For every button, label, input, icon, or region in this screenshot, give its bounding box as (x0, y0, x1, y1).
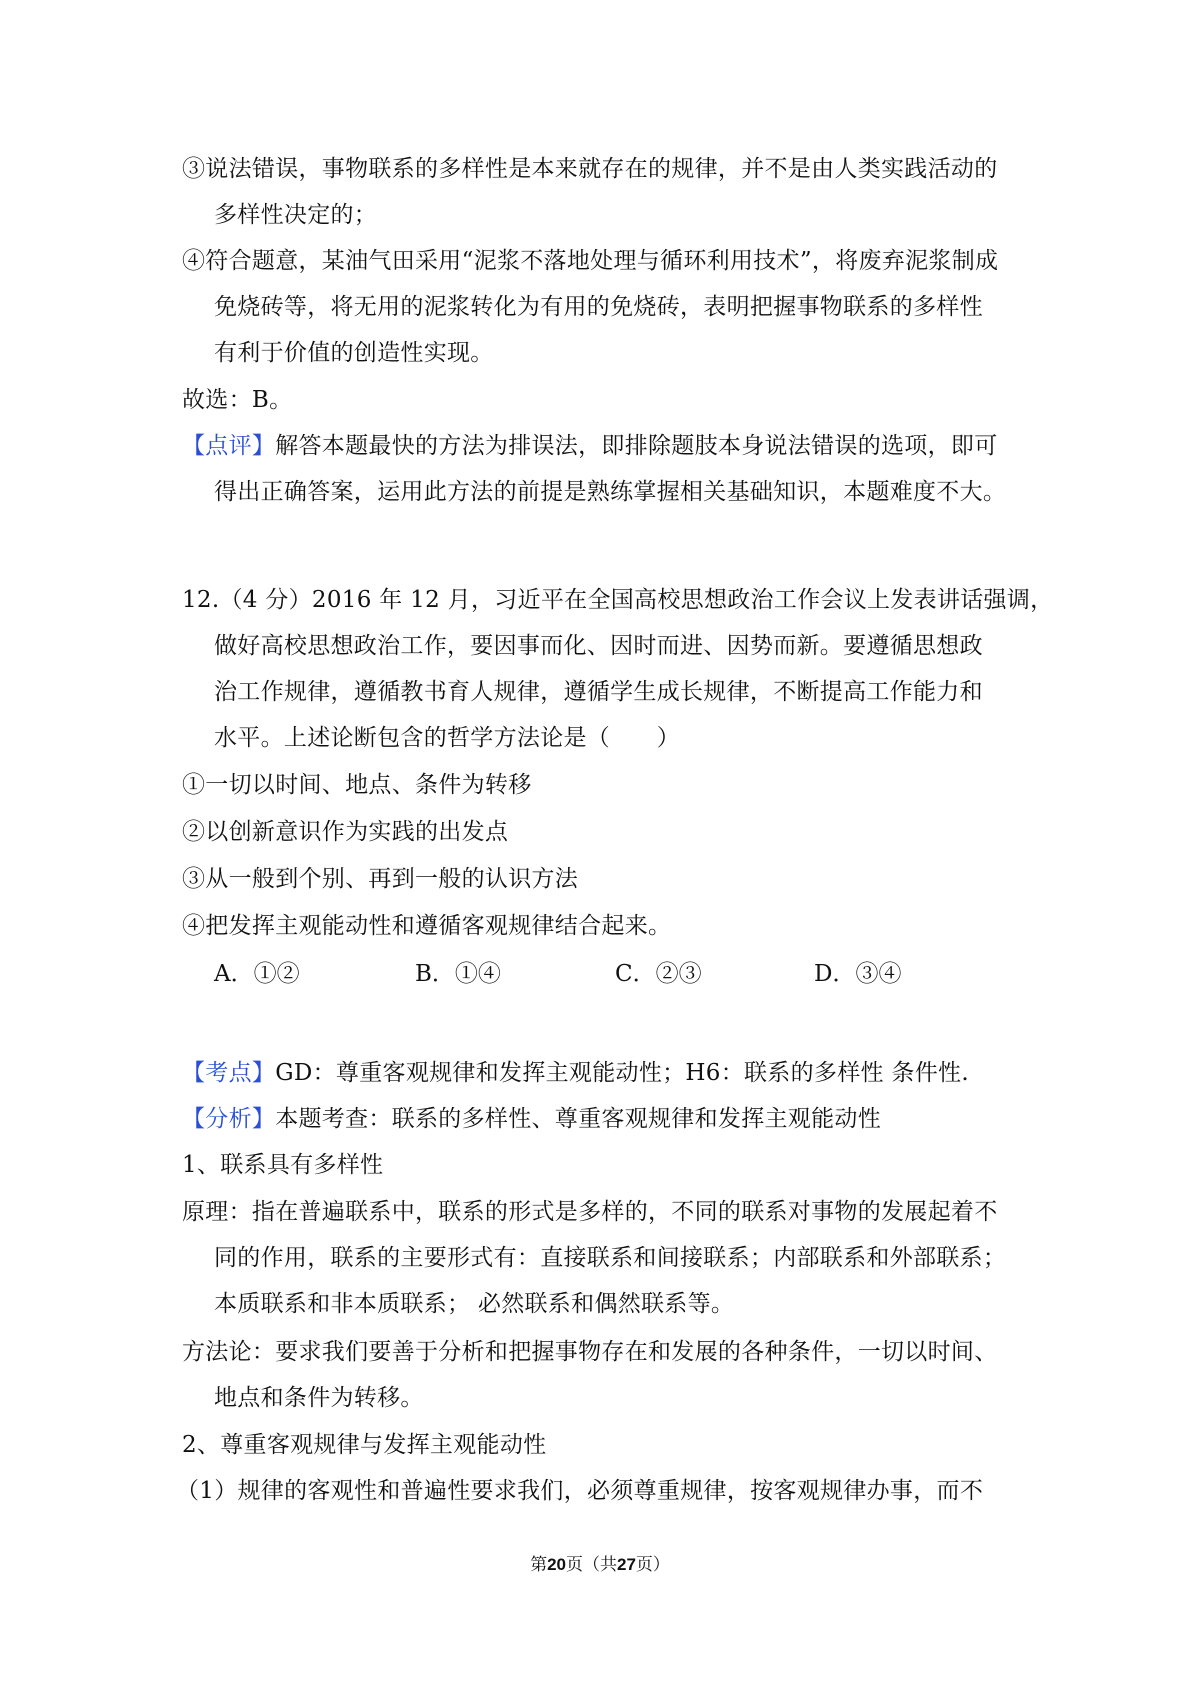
q12-fenxi (182, 1102, 881, 1136)
q12-methodology-line1: 方法论：要求我们要善于分析和把握事物存在和发展的各种条件，一切以时间、 (182, 1339, 998, 1365)
comment-text: 解答本题最快的方法为排误法，即排除题肢本身说法错误的选项，即可 (275, 433, 998, 459)
footer-suffix: 页） (635, 1555, 670, 1575)
q12-principle-line3: 本质联系和非本质联系； 必然联系和偶然联系等。 (214, 1291, 735, 1317)
q11-comment-line2: 得出正确答案，运用此方法的前提是熟练掌握相关基础知识，本题难度不大。 (214, 479, 1007, 505)
q12-kaodian (182, 1056, 969, 1090)
q12-stem-line1: 12.（4 分）2016 年 12 月，习近平在全国高校思想政治工作会议上发表讲话强调， (182, 587, 1054, 613)
q12-stem-line2: 做好高校思想政治工作，要因事而化、因时而进、因势而新。要遵循思想政 (214, 633, 983, 659)
q11-comment-line1 (182, 429, 998, 463)
option-b: B．①④ (415, 961, 501, 987)
q12-statement-3: ③从一般到个别、再到一般的认识方法 (182, 866, 579, 892)
q11-item4-line1: ④符合题意，某油气田采用“泥浆不落地处理与循环利用技术”，将废弃泥浆制成 (182, 248, 999, 274)
footer-prefix: 第 (530, 1555, 548, 1575)
kaodian-tag: 【考点】 (182, 1060, 276, 1086)
q12-options (214, 957, 974, 991)
footer-total-pages: 27 (617, 1555, 636, 1574)
q12-stem-line4: 水平。上述论断包含的哲学方法论是（ ） (214, 725, 680, 751)
option-a: A．①② (214, 961, 300, 987)
footer-mid: 页（共 (566, 1555, 617, 1575)
q12-methodology-line2: 地点和条件为转移。 (214, 1385, 424, 1411)
q12-principle-line1: 原理：指在普遍联系中，联系的形式是多样的，不同的联系对事物的发展起着不 (182, 1199, 998, 1225)
q12-statement-1: ①一切以时间、地点、条件为转移 (182, 772, 532, 798)
q11-item4-line3: 有利于价值的创造性实现。 (214, 340, 494, 366)
fenxi-text: 本题考查：联系的多样性、尊重客观规律和发挥主观能动性 (275, 1106, 882, 1132)
q11-answer: 故选：B。 (182, 387, 293, 413)
q12-point-1: 1、联系具有多样性 (182, 1152, 384, 1178)
comment-tag: 【点评】 (182, 433, 276, 459)
q12-statement-2: ②以创新意识作为实践的出发点 (182, 819, 509, 845)
page-footer (0, 1553, 1200, 1577)
q12-stem-line3: 治工作规律，遵循教书育人规律，遵循学生成长规律，不断提高工作能力和 (214, 679, 983, 705)
kaodian-text: GD：尊重客观规律和发挥主观能动性；H6：联系的多样性 条件性. (275, 1060, 969, 1086)
q11-item3-line1: ③说法错误，事物联系的多样性是本来就存在的规律，并不是由人类实践活动的 (182, 156, 998, 182)
q12-point-2-1: （1）规律的客观性和普遍性要求我们，必须尊重规律，按客观规律办事，而不 (176, 1478, 984, 1504)
option-c: C．②③ (615, 961, 702, 987)
q12-point-2: 2、尊重客观规律与发挥主观能动性 (182, 1432, 547, 1458)
q11-item4-line2: 免烧砖等，将无用的泥浆转化为有用的免烧砖，表明把握事物联系的多样性 (214, 294, 983, 320)
option-d: D．③④ (814, 961, 902, 987)
footer-page-number: 20 (547, 1555, 566, 1574)
q12-principle-line2: 同的作用，联系的主要形式有：直接联系和间接联系；内部联系和外部联系； (214, 1245, 1007, 1271)
q11-item3-line2: 多样性决定的； (214, 202, 378, 228)
q12-statement-4: ④把发挥主观能动性和遵循客观规律结合起来。 (182, 913, 672, 939)
fenxi-tag: 【分析】 (182, 1106, 276, 1132)
